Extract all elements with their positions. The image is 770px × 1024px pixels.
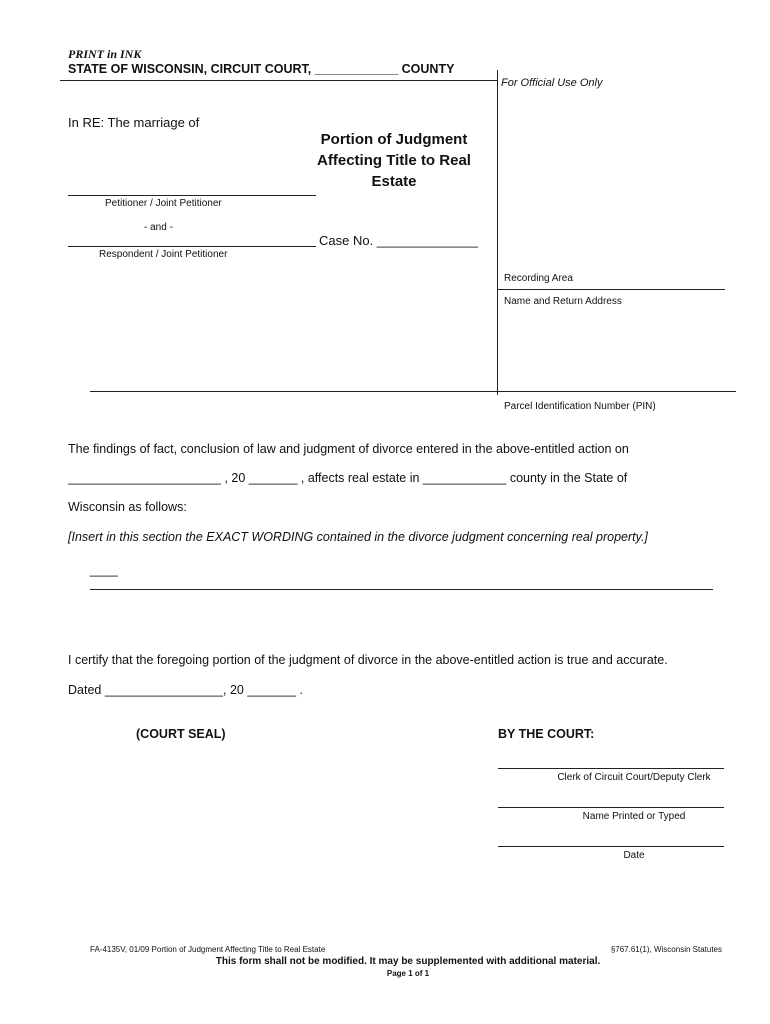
- insert-blank[interactable]: ____: [90, 563, 118, 577]
- state-court-heading: STATE OF WISCONSIN, CIRCUIT COURT, ____________ COUNTY: [68, 62, 455, 76]
- date-signature-line[interactable]: [498, 846, 724, 847]
- insert-text-line[interactable]: [90, 589, 713, 590]
- official-use-label: For Official Use Only: [501, 77, 603, 89]
- name-return-address-label: Name and Return Address: [504, 296, 622, 307]
- name-printed-label: Name Printed or Typed: [582, 811, 686, 822]
- statute-reference: §767.61(1), Wisconsin Statutes: [610, 945, 722, 954]
- recording-area-label: Recording Area: [504, 273, 573, 284]
- date-label: Date: [623, 850, 645, 861]
- print-in-ink-note: PRINT in INK: [68, 47, 142, 61]
- certification-statement: I certify that the foregoing portion of the judgment of divorce in the above-entitled action is true and accurate.: [68, 653, 668, 667]
- clerk-label: Clerk of Circuit Court/Deputy Clerk: [557, 772, 711, 783]
- respondent-name-line[interactable]: [68, 246, 316, 247]
- recording-area-rule: [497, 289, 725, 290]
- caption-bottom-rule: [90, 391, 736, 392]
- and-separator: - and -: [144, 222, 173, 233]
- by-the-court-label: BY THE COURT:: [498, 727, 595, 741]
- insert-instruction: [Insert in this section the EXACT WORDING contained in the divorce judgment concerning real property.]: [68, 530, 648, 544]
- petitioner-name-line[interactable]: [68, 195, 316, 196]
- page-number: Page 1 of 1: [386, 969, 430, 978]
- case-number-field[interactable]: Case No. ______________: [319, 233, 479, 248]
- header-rule: [60, 80, 498, 81]
- in-re-text: In RE: The marriage of: [68, 115, 200, 130]
- name-printed-line[interactable]: [498, 807, 724, 808]
- dated-field[interactable]: Dated _________________, 20 _______ .: [68, 683, 303, 697]
- pin-label: Parcel Identification Number (PIN): [504, 401, 656, 412]
- respondent-label: Respondent / Joint Petitioner: [99, 249, 228, 260]
- court-seal-label: (COURT SEAL): [136, 727, 226, 741]
- form-title: Portion of Judgment Affecting Title to Real Estate: [317, 131, 471, 190]
- findings-line-1: The findings of fact, conclusion of law and judgment of divorce entered in the above-entitled action on: [68, 442, 629, 456]
- modification-notice: This form shall not be modified. It may be supplemented with additional material.: [215, 956, 601, 967]
- clerk-signature-line[interactable]: [498, 768, 724, 769]
- petitioner-label: Petitioner / Joint Petitioner: [105, 198, 222, 209]
- recording-divider: [497, 70, 498, 395]
- findings-line-2[interactable]: ______________________ , 20 _______ , affects real estate in ____________ county in the State of: [68, 471, 628, 485]
- form-id: FA-4135V, 01/09 Portion of Judgment Affecting Title to Real Estate: [90, 945, 326, 954]
- findings-line-3: Wisconsin as follows:: [68, 500, 187, 514]
